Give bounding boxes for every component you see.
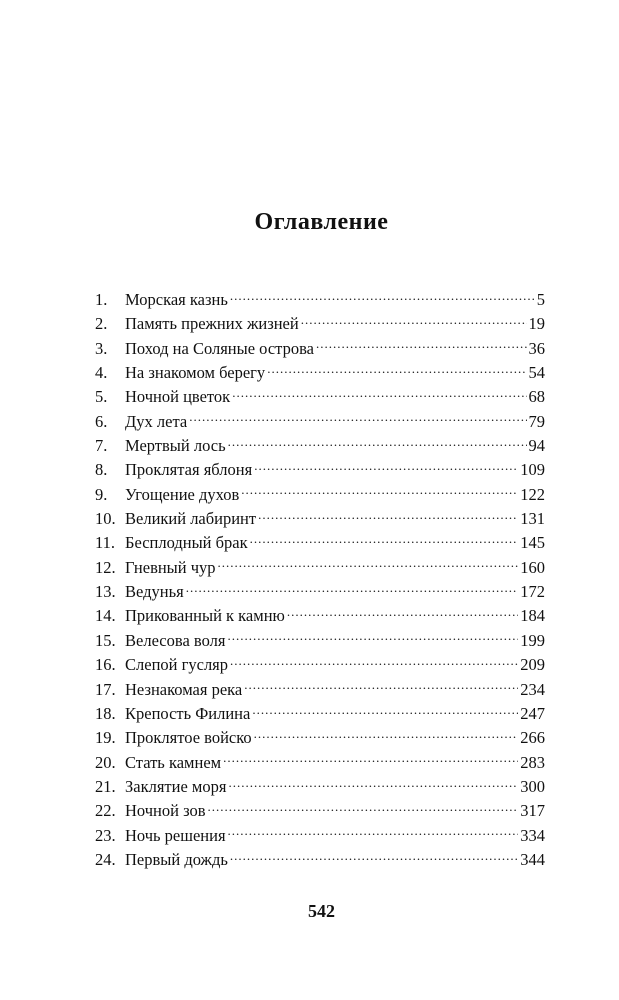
toc-entry-title: Первый дождь bbox=[125, 849, 228, 869]
toc-entry-number: 15. bbox=[95, 630, 116, 650]
toc-entry-number: 13. bbox=[95, 582, 116, 602]
toc-entry-title: Слепой гусляр bbox=[125, 655, 229, 675]
toc-entry[interactable] bbox=[95, 483, 545, 507]
toc-entry-number: 10. bbox=[95, 509, 116, 529]
toc-entry-number: 7. bbox=[95, 436, 108, 456]
dot-leader bbox=[252, 705, 518, 719]
toc-entry-page: 209 bbox=[520, 655, 545, 675]
toc-entry-number: 11. bbox=[95, 533, 116, 553]
toc-entry-number: 1. bbox=[95, 290, 108, 309]
toc-entry-title: Стать камнем bbox=[125, 752, 222, 772]
toc-entry[interactable] bbox=[95, 458, 545, 482]
dot-leader bbox=[244, 681, 518, 695]
toc-entry-page: 300 bbox=[520, 776, 545, 796]
toc-entry-title: Мертвый лось bbox=[125, 436, 226, 456]
toc-entry-page: 344 bbox=[520, 849, 545, 869]
toc-entry-title: На знакомом берегу bbox=[125, 363, 266, 383]
toc-entry-number: 20. bbox=[95, 752, 116, 772]
dot-leader bbox=[250, 534, 519, 548]
dot-leader bbox=[228, 827, 519, 841]
toc-entry-page: 94 bbox=[528, 436, 545, 456]
toc-entry-title: Проклятое войско bbox=[125, 728, 252, 748]
toc-entry-page: 54 bbox=[528, 363, 545, 383]
dot-leader bbox=[186, 583, 519, 597]
toc-entry-number: 18. bbox=[95, 703, 116, 723]
toc-entry-number: 22. bbox=[95, 801, 116, 821]
toc-entry-page: 160 bbox=[520, 557, 545, 577]
toc-entry-number: 16. bbox=[95, 655, 116, 675]
dot-leader bbox=[230, 851, 518, 865]
dot-leader bbox=[287, 607, 518, 621]
dot-leader bbox=[301, 315, 527, 329]
toc-entry[interactable] bbox=[95, 288, 545, 312]
toc-entry-title: Незнакомая река bbox=[125, 679, 243, 699]
toc-entry-number: 9. bbox=[95, 484, 108, 504]
dot-leader bbox=[232, 388, 526, 402]
dot-leader bbox=[258, 510, 518, 524]
toc-entry-title: Ночной цветок bbox=[125, 387, 231, 407]
dot-leader bbox=[254, 729, 519, 743]
toc-entry[interactable] bbox=[95, 531, 545, 555]
toc-entry-title: Великий лабиринт bbox=[125, 509, 257, 529]
toc-entry-title: Ночной зов bbox=[125, 801, 206, 821]
toc-entry-number: 2. bbox=[95, 314, 108, 334]
toc-entry-page: 145 bbox=[520, 533, 545, 553]
toc-entry-number: 14. bbox=[95, 606, 116, 626]
toc-entry-page: 283 bbox=[520, 752, 545, 772]
toc-entry[interactable] bbox=[95, 629, 545, 653]
toc-entry-page: 19 bbox=[528, 314, 545, 334]
toc-entry-page: 68 bbox=[528, 387, 545, 407]
dot-leader bbox=[254, 461, 518, 475]
toc-entry-number: 17. bbox=[95, 679, 116, 699]
toc-entry-page: 79 bbox=[528, 411, 545, 431]
toc-entry[interactable] bbox=[95, 410, 545, 434]
toc-entry-title: Крепость Филина bbox=[125, 703, 251, 723]
toc-entry-title: Морская казнь bbox=[125, 290, 228, 309]
toc-entry[interactable] bbox=[95, 653, 545, 677]
toc-entry[interactable] bbox=[95, 312, 545, 336]
toc-entry-title: Дух лета bbox=[125, 411, 188, 431]
dot-leader bbox=[227, 632, 518, 646]
toc-entry[interactable] bbox=[95, 775, 545, 799]
dot-leader bbox=[223, 754, 518, 768]
toc-entry[interactable] bbox=[95, 726, 545, 750]
toc-entry-page: 234 bbox=[520, 679, 545, 699]
toc-entry[interactable] bbox=[95, 434, 545, 458]
toc-entry-page: 317 bbox=[520, 801, 545, 821]
toc-entry-number: 19. bbox=[95, 728, 116, 748]
toc-entry-title: Бесплодный брак bbox=[125, 533, 248, 553]
page-number: 542 bbox=[308, 901, 335, 921]
table-of-contents bbox=[95, 288, 545, 872]
toc-entry[interactable] bbox=[95, 556, 545, 580]
toc-entry-number: 21. bbox=[95, 776, 116, 796]
toc-entry-number: 3. bbox=[95, 338, 108, 358]
toc-entry[interactable] bbox=[95, 678, 545, 702]
page-title: Оглавление bbox=[254, 209, 389, 235]
toc-entry-title: Ночь решения bbox=[125, 825, 226, 845]
toc-entry-page: 122 bbox=[520, 484, 545, 504]
toc-entry[interactable] bbox=[95, 848, 545, 872]
dot-leader bbox=[189, 413, 526, 427]
toc-entry[interactable] bbox=[95, 507, 545, 531]
toc-entry-page: 266 bbox=[520, 728, 545, 748]
toc-entry-title: Гневный чур bbox=[125, 557, 216, 577]
dot-leader bbox=[230, 656, 518, 670]
toc-entry-page: 131 bbox=[520, 509, 545, 529]
toc-entry-number: 5. bbox=[95, 387, 108, 407]
toc-entry-title: Велесова воля bbox=[125, 630, 226, 650]
toc-entry[interactable] bbox=[95, 385, 545, 409]
toc-entry-page: 184 bbox=[520, 606, 545, 626]
toc-entry-page: 5 bbox=[536, 290, 545, 309]
toc-entry[interactable] bbox=[95, 580, 545, 604]
toc-entry-number: 4. bbox=[95, 363, 108, 383]
toc-entry-title: Угощение духов bbox=[125, 484, 240, 504]
toc-entry[interactable] bbox=[95, 702, 545, 726]
toc-entry-title: Поход на Соляные острова bbox=[125, 338, 314, 358]
toc-entry-page: 109 bbox=[520, 460, 545, 480]
toc-entry-page: 334 bbox=[520, 825, 545, 845]
toc-entry-number: 23. bbox=[95, 825, 116, 845]
toc-entry-title: Память прежних жизней bbox=[125, 314, 299, 334]
toc-entry-page: 247 bbox=[520, 703, 545, 723]
dot-leader bbox=[230, 291, 535, 305]
toc-entry-page: 172 bbox=[520, 582, 545, 602]
dot-leader bbox=[316, 340, 527, 354]
toc-entry[interactable] bbox=[95, 751, 545, 775]
dot-leader bbox=[241, 486, 518, 500]
toc-entry-number: 12. bbox=[95, 557, 116, 577]
dot-leader bbox=[267, 364, 526, 378]
toc-entry[interactable] bbox=[95, 799, 545, 823]
dot-leader bbox=[228, 437, 527, 451]
toc-entry-page: 36 bbox=[528, 338, 545, 358]
toc-entry[interactable] bbox=[95, 337, 545, 361]
toc-entry[interactable] bbox=[95, 361, 545, 385]
toc-entry[interactable] bbox=[95, 604, 545, 628]
dot-leader bbox=[228, 778, 518, 792]
toc-entry-number: 8. bbox=[95, 460, 108, 480]
toc-entry-number: 24. bbox=[95, 849, 116, 869]
toc-entry-title: Прикованный к камню bbox=[125, 606, 285, 626]
toc-entry-title: Заклятие моря bbox=[125, 776, 227, 796]
toc-entry-number: 6. bbox=[95, 411, 108, 431]
toc-entry-title: Проклятая яблоня bbox=[125, 460, 253, 480]
toc-entry[interactable] bbox=[95, 824, 545, 848]
dot-leader bbox=[208, 802, 519, 816]
toc-entry-page: 199 bbox=[520, 630, 545, 650]
toc-entry-title: Ведунья bbox=[125, 582, 184, 602]
dot-leader bbox=[218, 559, 519, 573]
